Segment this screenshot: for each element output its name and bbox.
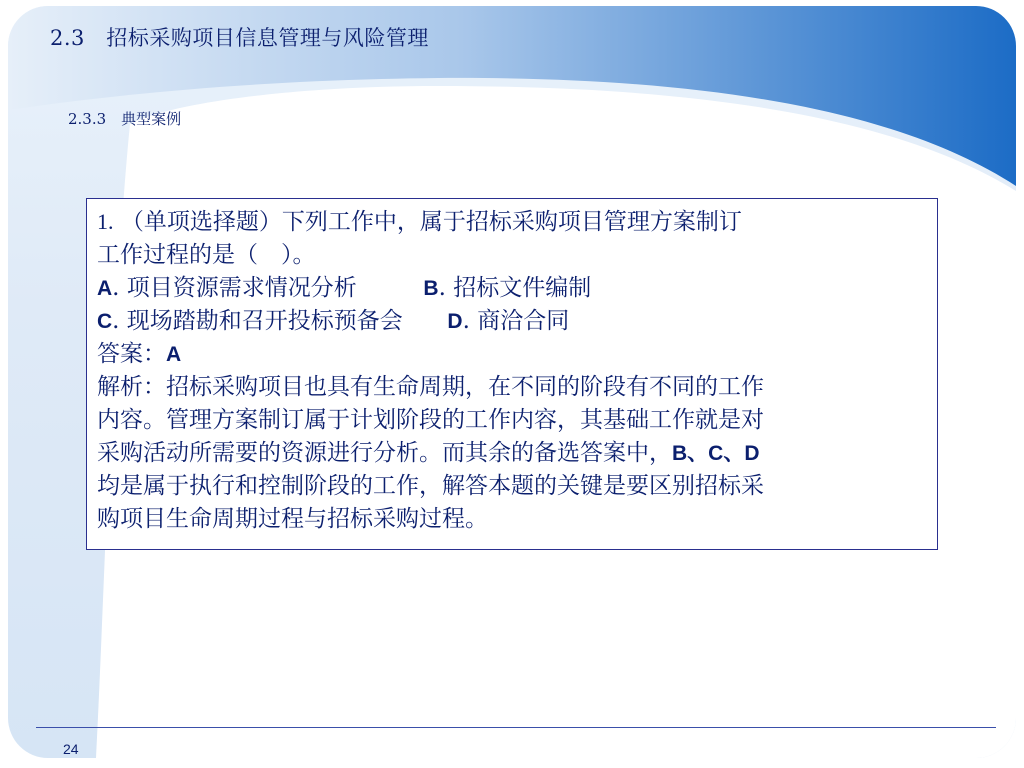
slide-title: 2.3 招标采购项目信息管理与风险管理 xyxy=(50,26,429,50)
page-number: 24 xyxy=(63,741,79,757)
question-stem-line2: 工作过程的是（ ）。 xyxy=(97,242,316,268)
option-c-sep: . xyxy=(112,308,120,334)
option-b-key: B xyxy=(423,277,439,300)
answer-label: 答案： xyxy=(97,341,166,367)
option-d-sep: . xyxy=(462,308,470,334)
question-number: 1. xyxy=(97,209,114,234)
analysis-line-3 xyxy=(97,437,927,470)
option-d-key: D xyxy=(447,310,463,333)
options-row-2 xyxy=(97,305,927,338)
option-a-key: A xyxy=(97,277,113,300)
question-stem-line1: （单项选择题）下列工作中，属于招标采购项目管理方案制订 xyxy=(120,209,742,235)
option-c-key: C xyxy=(97,310,113,333)
question-box xyxy=(86,198,938,550)
analysis-line-4: 均是属于执行和控制阶段的工作，解答本题的关键是要区别招标采 xyxy=(97,473,764,499)
analysis-line-1: 解析：招标采购项目也具有生命周期，在不同的阶段有不同的工作 xyxy=(97,374,764,400)
options-row-1 xyxy=(97,272,927,305)
answer-value: A xyxy=(166,343,182,366)
option-a-text: 项目资源需求情况分析 xyxy=(126,275,357,301)
footer-divider xyxy=(36,727,996,728)
option-d-text: 商洽合同 xyxy=(477,308,570,334)
option-b-text: 招标文件编制 xyxy=(453,275,592,301)
section-subtitle: 2.3.3 典型案例 xyxy=(68,110,182,128)
analysis-line-2: 内容。管理方案制订属于计划阶段的工作内容，其基础工作就是对 xyxy=(97,407,764,433)
analysis-options-ref: B、C、D xyxy=(672,442,760,465)
question-stem xyxy=(97,205,927,239)
option-c-text: 现场踏勘和召开投标预备会 xyxy=(126,308,403,334)
answer-line xyxy=(97,338,927,371)
analysis-line-5: 购项目生命周期过程与招标采购过程。 xyxy=(97,506,488,532)
option-b-sep: . xyxy=(438,275,446,301)
option-a-sep: . xyxy=(112,275,120,301)
analysis-line-3-text: 采购活动所需要的资源进行分析。而其余的备选答案中， xyxy=(97,440,672,466)
